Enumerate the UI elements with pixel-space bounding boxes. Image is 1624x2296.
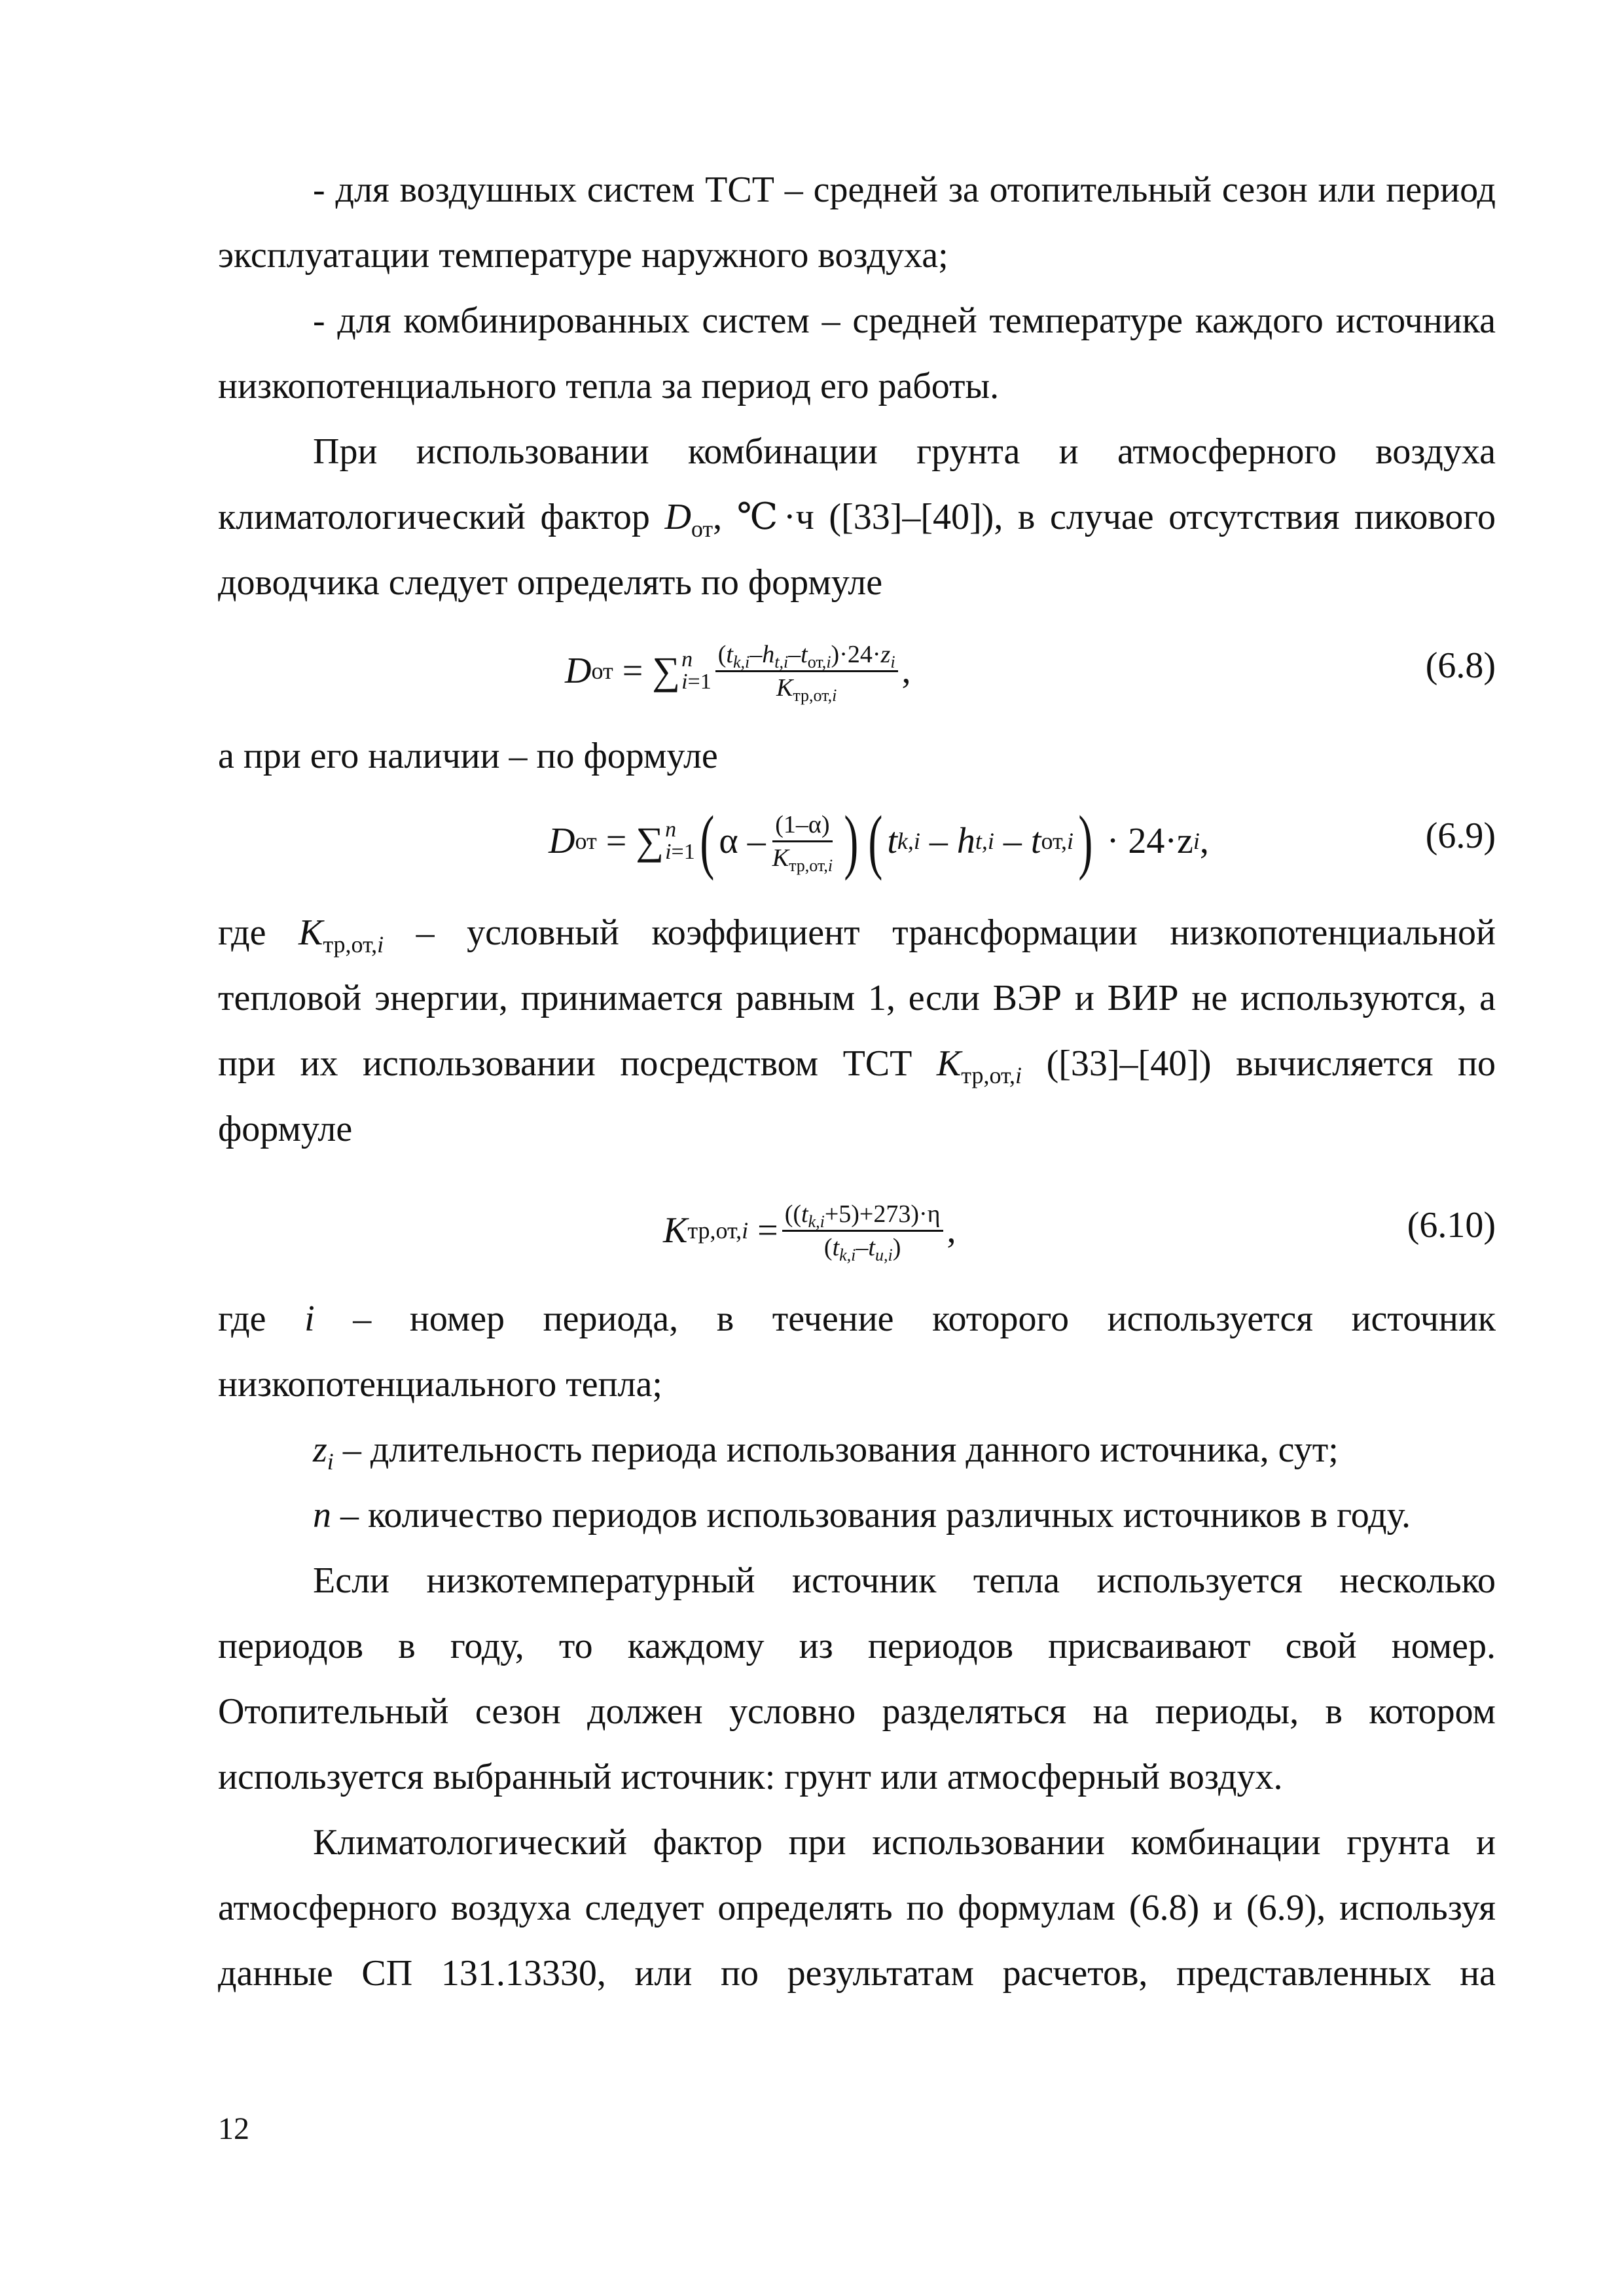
paragraph-text: где xyxy=(218,1299,305,1339)
fraction: $\frac{(1-\alpha)}{K_{тр,от,i}}$ xyxy=(770,809,835,874)
paragraph-text: – количество периодов использования различных источников в году. xyxy=(331,1495,1411,1535)
paragraph-text: , ℃·ч ([33]–[40]), в случае отсутствия пикового доводчика следует определять по формуле xyxy=(218,497,1496,603)
symbol-i: i xyxy=(304,1299,315,1339)
equation-number: (6.9) xyxy=(1425,816,1496,856)
symbol-d: D xyxy=(664,497,691,537)
paragraph-text: где xyxy=(218,912,299,953)
equation-body: K тр,от,i = $\frac{((t_{k,i}+5)+273)\cdot\eta}{(t_{k,i}-t_{u,i})}$ , xyxy=(663,1181,956,1280)
paragraph-climatological-calc xyxy=(218,1810,1496,2006)
paragraph-text: а при его наличии – по формуле xyxy=(218,736,718,776)
paragraph-text: Если низкотемпературный источник тепла используется несколько периодов в году, то каждому из периодов присваивают свой номер. Отопительный сезон должен условно разделяться на периоды, в котором используется выбранный источник: грунт или атмосферный воздух. xyxy=(218,1560,1496,1797)
paragraph-n-definition xyxy=(218,1482,1496,1548)
symbol-z: z xyxy=(313,1429,327,1470)
paragraph-with-booster xyxy=(218,723,1496,789)
fraction: $\frac{((t_{k,i}+5)+273)\cdot\eta}{(t_{k,i}-t_{u,i})}$ xyxy=(782,1198,943,1263)
paragraph-text: - для комбинированных систем – средней температуре каждого источника низкопотенциального тепла за период его работы. xyxy=(218,300,1496,406)
equation-number: (6.10) xyxy=(1407,1205,1496,1246)
paragraph-text: – условный коэффициент трансформации низкопотенциальной тепловой энергии, принимается равным 1, если ВЭР и ВИР не используются, а при их использовании посредством ТСТ xyxy=(218,912,1496,1084)
equation-6-8 xyxy=(218,625,1496,730)
paragraph-where-i xyxy=(218,1286,1496,1417)
paragraph-zi-definition: $z_i$ – длительность периода использования данного источника, сут; xyxy=(313,1429,1339,1475)
paragraph-text: – длительность периода использования данного источника, сут; xyxy=(333,1429,1339,1470)
paragraph-periods xyxy=(218,1548,1496,1810)
paragraph-climatological-factor xyxy=(218,419,1496,615)
symbol-k: K xyxy=(298,912,323,953)
symbol-n: n xyxy=(313,1495,331,1535)
paragraph-text: ([33]–[40]) вычисляется по формуле xyxy=(218,1043,1496,1149)
equation-6-9 xyxy=(218,789,1496,900)
paragraph-text: Климатологический фактор при использовании комбинации грунта и атмосферного воздуха следует определять по формулам (6.8) и (6.9), используя данные СП 131.13330, или по результатам расчетов, представленных на xyxy=(218,1822,1496,1994)
equation-number: (6.8) xyxy=(1425,645,1496,686)
paragraph-k-coefficient: где $K_{тр,от,i}$ – условный коэффициент трансформации низкопотенциальной тепловой энергии, принимается равным 1, если ВЭР и ВИР не используются, а при их использовании посредством ТСТ $K_{тр,от,i}$ ([33]–[40]) вычисляется по формуле xyxy=(218,912,1496,1149)
fraction: $\frac{(t_{k,i}-h_{t,i}-t_{от,i})\cdot 24\cdot z_i}{K_{тр,от,i}}$ xyxy=(715,639,898,704)
subscript-ot: от xyxy=(691,516,713,542)
page-number: 12 xyxy=(218,2111,249,2146)
equation-body: D от = ∑ n i=1 ( α – $\frac{(1-\alpha)}{K_{тр,от,i}}$ ) ( t k,i – h t,i – t от,i ) · 24·z i , xyxy=(549,801,1209,881)
equation-6-10 xyxy=(218,1175,1496,1286)
paragraph-text: - для воздушных систем ТСТ – средней за отопительный сезон или период эксплуатации температуре наружного воздуха; xyxy=(218,170,1496,276)
paragraph-combined-systems xyxy=(218,288,1496,419)
paragraph-text: – номер периода, в течение которого используется источник низкопотенциального тепла; xyxy=(218,1299,1496,1405)
paragraph-air-systems xyxy=(218,157,1496,288)
subscript-trot: тр,от,i xyxy=(323,931,384,958)
paragraph-text: При использовании комбинации грунта и атмосферного воздуха климатологический фактор xyxy=(218,431,1496,537)
equation-body: D от = ∑ n i=1 $\frac{(t_{k,i}-h_{t,i}-t_{от,i})\cdot 24\cdot z_i}{K_{тр,от,i}}$ , xyxy=(565,625,911,717)
